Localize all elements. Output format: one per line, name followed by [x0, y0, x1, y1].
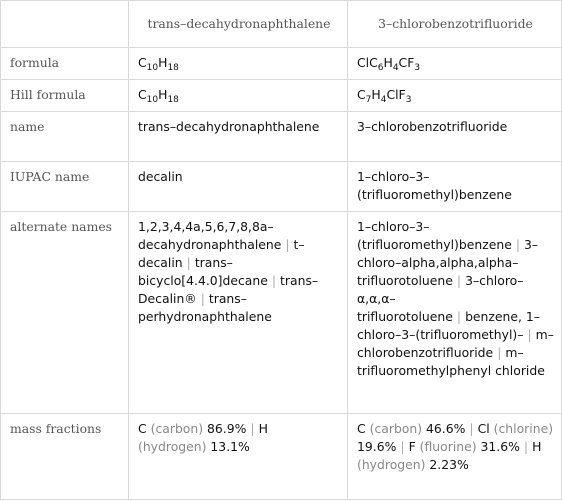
name-compound-1: trans–decahydronaphthalene — [129, 112, 348, 162]
iupac-compound-2: 1–chloro–3–(trifluoromethyl)benzene — [348, 162, 562, 212]
alt-name: t–decalin — [138, 237, 305, 270]
alt-name: 3–chloro–alpha,alpha,alpha–trifluorotoluene — [357, 237, 539, 288]
name-compound-2: 3–chlorobenzotrifluoride — [348, 112, 562, 162]
row-iupac-name — [1, 162, 562, 212]
alt-name: m–trifluoromethylphenyl chloride — [357, 345, 545, 378]
hill-compound-1: $C_{10}H_{18}$ — [129, 80, 348, 112]
row-hill-formula — [1, 80, 562, 112]
header-empty-cell — [1, 1, 129, 48]
formula-compound-2: $ClC_6H_4CF_3$ — [348, 48, 562, 80]
alt-name: benzene, 1–chloro–3–(trifluoromethyl)– — [357, 309, 540, 342]
alt-name: m–chlorobenzotrifluoride — [357, 327, 554, 360]
row-formula — [1, 48, 562, 80]
row-label-hill-formula: Hill formula — [1, 80, 129, 112]
header-compound-1: trans–decahydronaphthalene — [129, 1, 348, 48]
hill-compound-2: $C_7H_4ClF_3$ — [348, 80, 562, 112]
row-label-formula: formula — [1, 48, 129, 80]
formula-compound-1: $C_{10}H_{18}$ — [129, 48, 348, 80]
alt-names-compound-2: 1–chloro–3–(trifluoromethyl)benzene | 3–chloro–alpha,alpha,alpha–trifluorotoluene | 3–chloro–α,α,α–trifluorotoluene | benzene, 1–chloro–3–(trifluoromethyl)– | m–chlorobenzotrifluoride | m–trifluoromethylphenyl chloride — [348, 212, 562, 414]
row-label-iupac-name: IUPAC name — [1, 162, 129, 212]
mass-fractions-compound-1: C (carbon) 86.9% | H (hydrogen) 13.1% — [129, 414, 348, 500]
row-label-alternate-names: alternate names — [1, 212, 129, 414]
row-alternate-names — [1, 212, 562, 414]
iupac-compound-1: decalin — [129, 162, 348, 212]
row-name — [1, 112, 562, 162]
header-row — [1, 1, 562, 48]
alt-name: trans–perhydronaphthalene — [138, 291, 272, 324]
alt-name: 1,2,3,4,4a,5,6,7,8,8a–decahydronaphthalene — [138, 219, 282, 252]
alt-names-compound-1: 1,2,3,4,4a,5,6,7,8,8a–decahydronaphthalene | t–decalin | trans–bicyclo[4.4.0]decane | trans–Decalin® | trans–perhydronaphthalene — [129, 212, 348, 414]
mass-fractions-compound-2: C (carbon) 46.6% | Cl (chlorine) 19.6% | F (fluorine) 31.6% | H (hydrogen) 2.23% — [348, 414, 562, 500]
row-label-name: name — [1, 112, 129, 162]
row-label-mass-fractions: mass fractions — [1, 414, 129, 500]
row-mass-fractions — [1, 414, 562, 500]
alt-name: 3–chloro–α,α,α–trifluorotoluene — [357, 273, 524, 324]
alt-name: 1–chloro–3–(trifluoromethyl)benzene — [357, 219, 512, 252]
alt-name: trans–bicyclo[4.4.0]decane — [138, 255, 268, 288]
header-compound-2: 3–chlorobenzotrifluoride — [348, 1, 562, 48]
alt-name: trans–Decalin® — [138, 273, 319, 306]
